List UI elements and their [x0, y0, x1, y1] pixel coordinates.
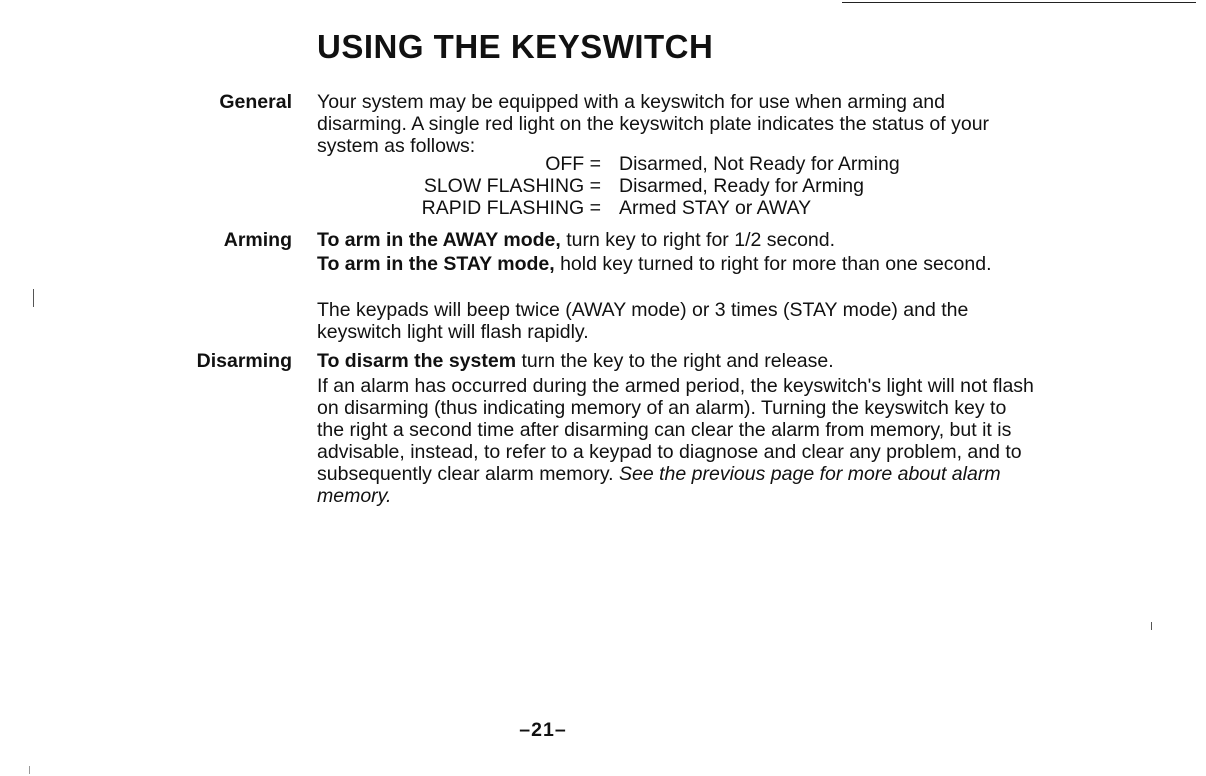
- heading-arming: Arming: [223, 229, 292, 251]
- status-meaning: Disarmed, Ready for Arming: [619, 175, 864, 197]
- status-meaning: Disarmed, Not Ready for Arming: [619, 153, 900, 175]
- general-intro: Your system may be equipped with a keyswitch for use when arming and disarming. A single red light on the keyswitch plate indicates the status of your system as follows:: [317, 91, 990, 157]
- disarm-bold: To disarm the system: [317, 350, 517, 372]
- arming-away-text: turn key to right for 1/2 second.: [560, 229, 836, 251]
- arming-stay-bold: To arm in the STAY mode,: [317, 253, 555, 275]
- heading-disarming: Disarming: [196, 350, 292, 372]
- status-meaning: Armed STAY or AWAY: [619, 197, 812, 219]
- arming-stay: [317, 253, 1037, 275]
- status-row: [317, 175, 900, 197]
- scan-mark: [33, 289, 34, 307]
- arming-away: [317, 229, 1037, 251]
- status-state: OFF =: [545, 153, 601, 175]
- arming-away-bold: To arm in the AWAY mode,: [317, 229, 561, 251]
- status-row: [317, 197, 900, 219]
- status-row: [317, 153, 900, 175]
- status-state: RAPID FLASHING =: [421, 197, 601, 219]
- status-state: SLOW FLASHING =: [423, 175, 601, 197]
- page-title: USING THE KEYSWITCH: [317, 28, 714, 65]
- arming-stay-text: hold key turned to right for more than one second.: [554, 253, 992, 275]
- disarm-text: turn the key to the right and release.: [516, 350, 834, 372]
- heading-general: General: [219, 91, 292, 113]
- disarm-instruction: [317, 350, 1037, 372]
- arming-beep-text: The keypads will beep twice (AWAY mode) or 3 times (STAY mode) and the keyswitch light will flash rapidly.: [317, 299, 969, 343]
- page-number: –21–: [519, 719, 567, 741]
- status-table: [317, 153, 900, 219]
- disarm-alarm-note: See the previous page for more about alarm memory.: [317, 463, 1001, 507]
- scan-mark: [1151, 622, 1152, 630]
- disarm-alarm-text: If an alarm has occurred during the armed period, the keyswitch's light will not flash on disarming (thus indicating memory of an alarm). Turning the keyswitch key to the right a second time after disarming can clear the alarm from memory, but it is advisable, instead, to refer to a keypad to diagnose and clear any problem, and to subsequently clear alarm memory.: [317, 375, 1034, 485]
- disarm-alarm-paragraph: [317, 375, 1037, 507]
- scan-mark: [29, 766, 30, 774]
- top-rule: [842, 2, 1196, 3]
